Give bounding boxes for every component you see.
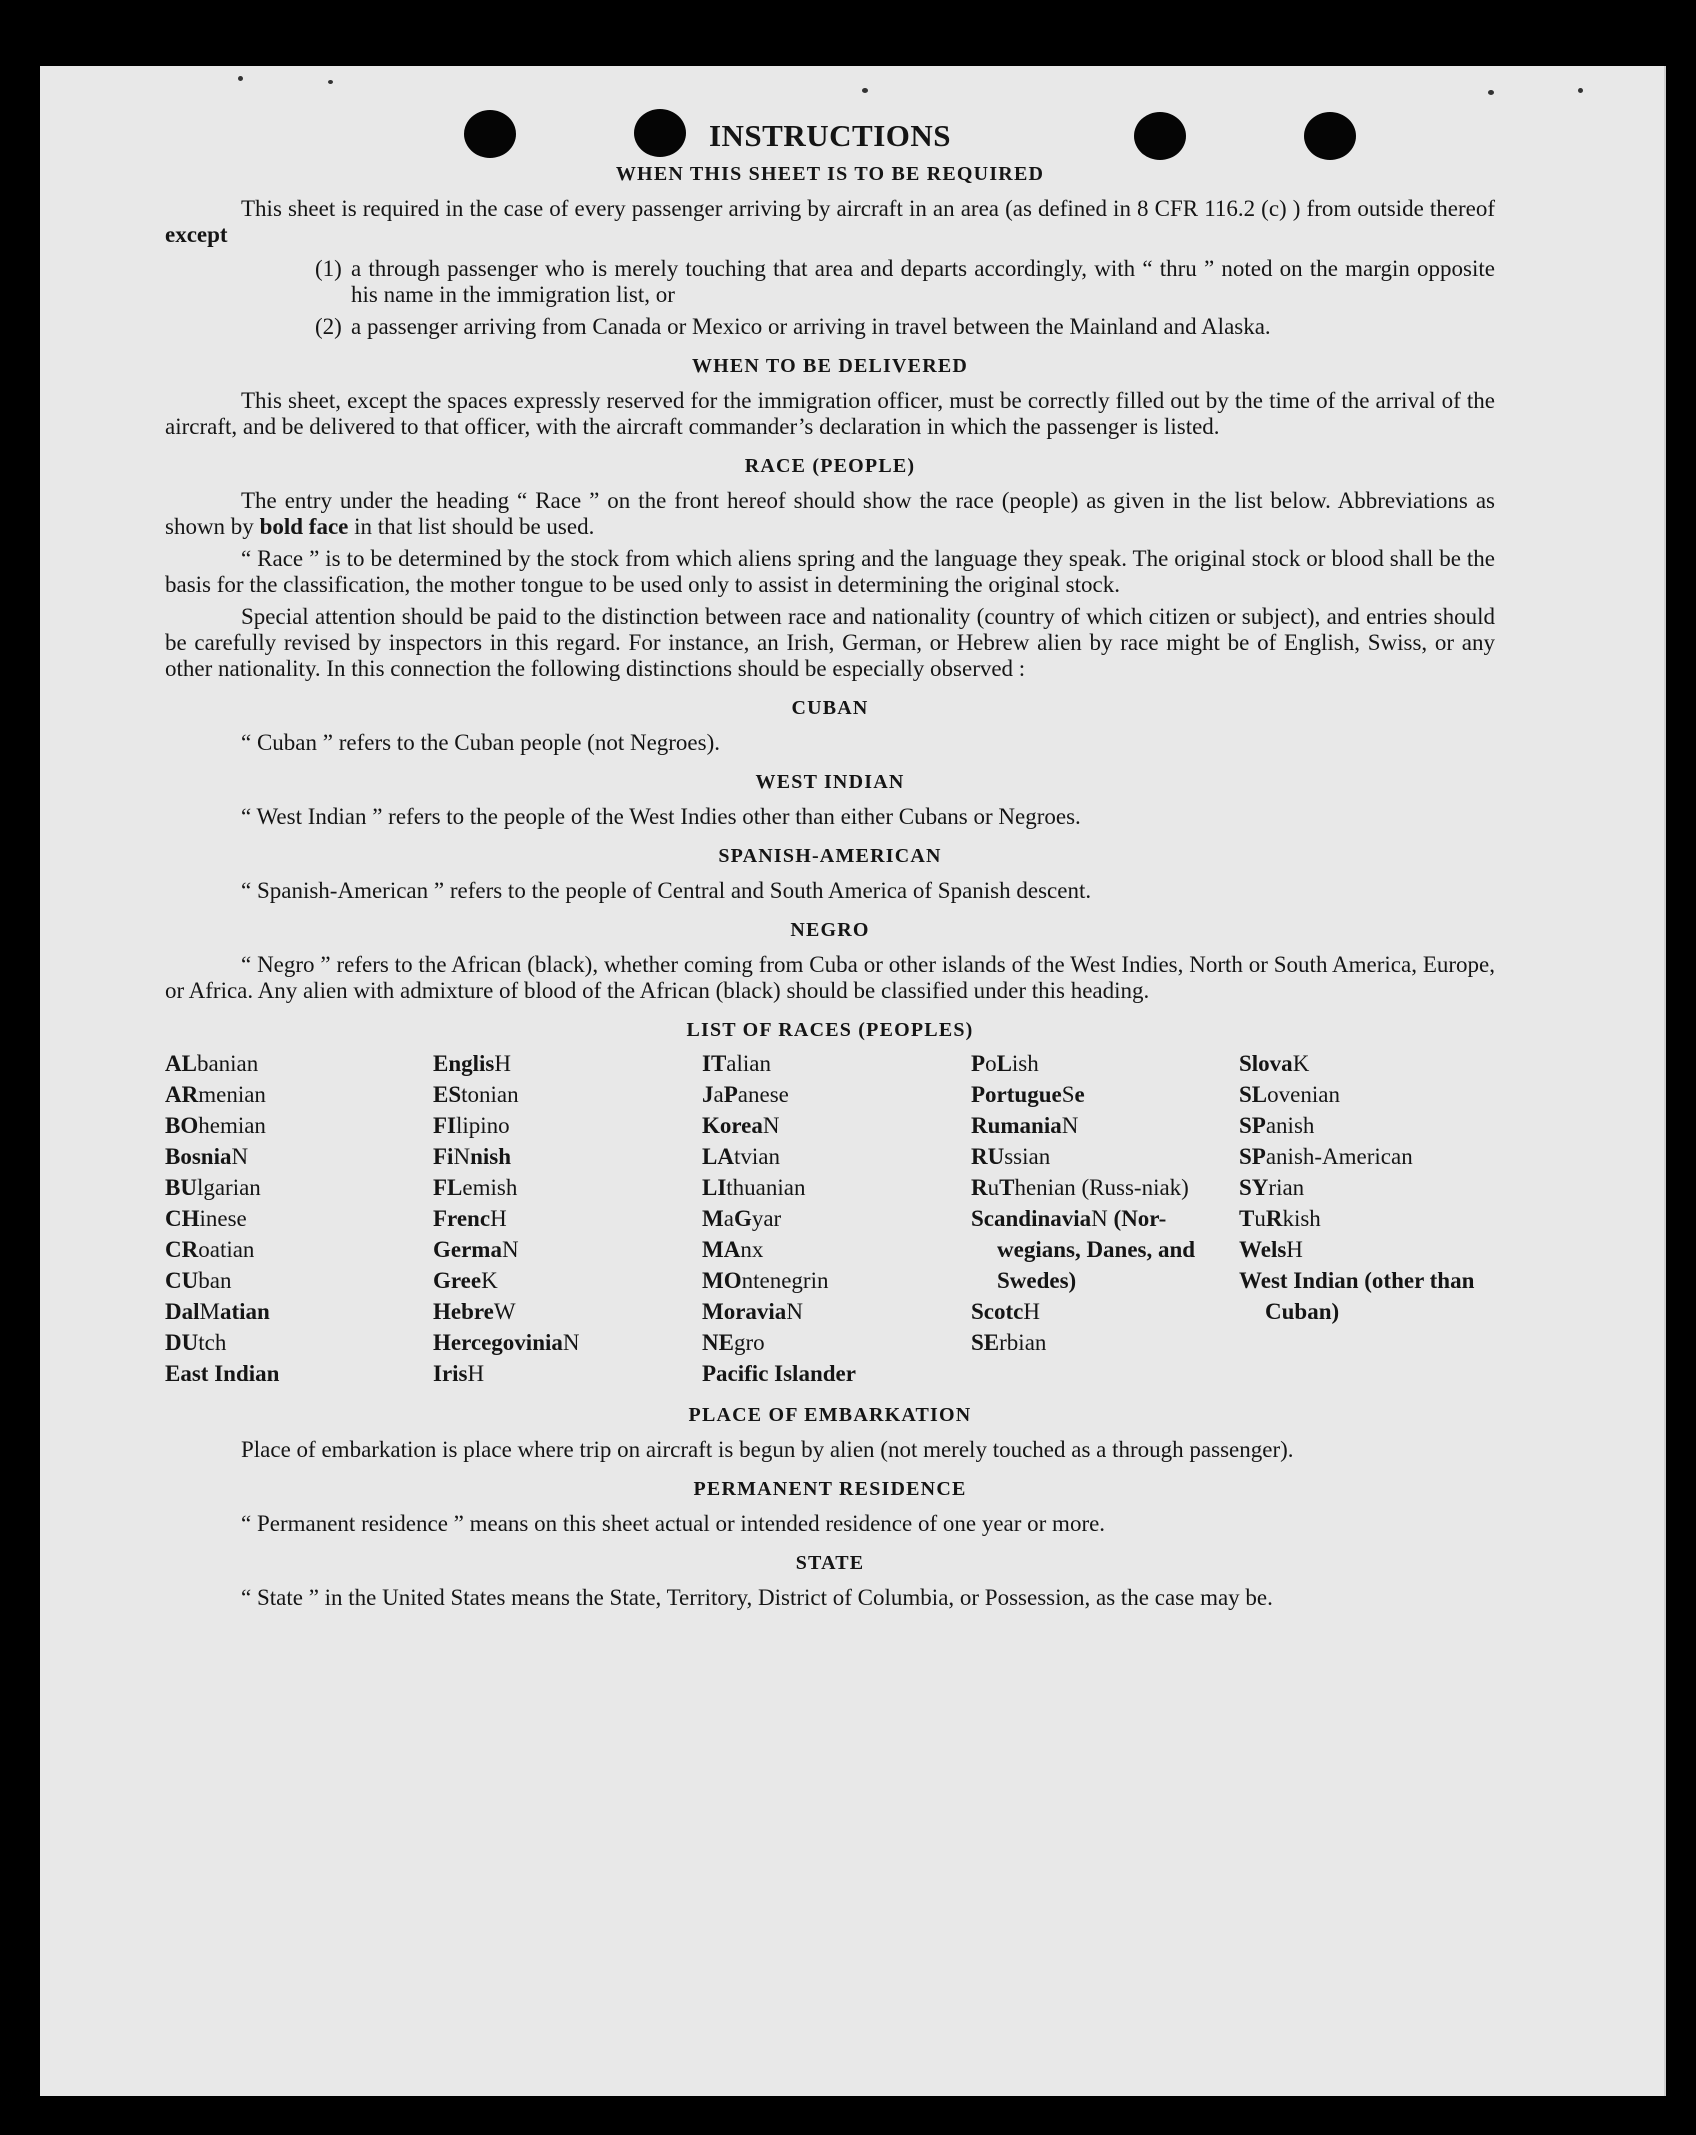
race-column bbox=[165, 1048, 433, 1389]
race-column bbox=[971, 1048, 1239, 1389]
race-entry: ALbanian bbox=[165, 1051, 259, 1076]
race-entry: ARmenian bbox=[165, 1082, 266, 1107]
race-entry: EnglisH bbox=[433, 1051, 511, 1076]
race-entry: EStonian bbox=[433, 1082, 519, 1107]
race-entry: CUban bbox=[165, 1268, 232, 1293]
residence-text: “ Permanent residence ” means on this sheet actual or intended residence of one year or more. bbox=[241, 1511, 1106, 1536]
race-entry: JaPanese bbox=[702, 1082, 789, 1107]
race-entry: TuRkish bbox=[1239, 1206, 1321, 1231]
race-entry: GermaN bbox=[433, 1237, 519, 1262]
race-list bbox=[165, 1048, 1495, 1389]
heading-cuban: CUBAN bbox=[791, 697, 869, 719]
race-entry: MaGyar bbox=[702, 1206, 782, 1231]
race-column bbox=[433, 1048, 702, 1389]
race-entry: MoraviaN bbox=[702, 1299, 803, 1324]
race-entry: BosniaN bbox=[165, 1144, 249, 1169]
race-entry: GreeK bbox=[433, 1268, 498, 1293]
speck bbox=[238, 76, 243, 81]
speck bbox=[328, 80, 333, 84]
cuban-text: “ Cuban ” refers to the Cuban people (not Negroes). bbox=[241, 730, 721, 755]
exception-item-1 bbox=[315, 256, 1495, 308]
page-title: INSTRUCTIONS bbox=[708, 118, 951, 153]
race-entry: East Indian bbox=[165, 1361, 280, 1386]
heading-when-delivered: WHEN TO BE DELIVERED bbox=[691, 355, 969, 377]
race-entry: MOntenegrin bbox=[702, 1268, 829, 1293]
race-paragraph-2: “ Race ” is to be determined by the stock from which aliens spring and the language they speak. The original stock or blood shall be the basis for the classification, the mother tongue to be used only to assist in determining the original stock. bbox=[165, 546, 1495, 597]
race-entry: SLovenian bbox=[1239, 1082, 1340, 1107]
speck bbox=[862, 88, 868, 93]
race-entry: WelsH bbox=[1239, 1237, 1303, 1262]
heading-race: RACE (PEOPLE) bbox=[744, 455, 916, 477]
race-entry: PoLish bbox=[971, 1051, 1039, 1076]
race-entry: FIlipino bbox=[433, 1113, 510, 1138]
heading-negro: NEGRO bbox=[790, 919, 870, 941]
negro-text: “ Negro ” refers to the African (black), whether coming from Cuba or other islands of the West Indies, North or South America, Europe, or Africa. Any alien with admixture of blood of the African (black) should be classified under this heading. bbox=[165, 952, 1495, 1003]
spanish-american-text: “ Spanish-American ” refers to the people of Central and South America of Spanish descent. bbox=[241, 878, 1092, 903]
race-entry: MAnx bbox=[702, 1237, 764, 1262]
race-entry: IrisH bbox=[433, 1361, 485, 1386]
heading-state: STATE bbox=[795, 1552, 865, 1574]
when-delivered-text: This sheet, except the spaces expressly reserved for the immigration officer, must be correctly filled out by the time of the arrival of the aircraft, and be delivered to that officer, with the aircraft commander’s declaration in which the passenger is listed. bbox=[165, 388, 1495, 439]
exception-text: a through passenger who is merely touching that area and departs accordingly, with “ thru ” noted on the margin opposite his name in the immigration list, or bbox=[351, 256, 1495, 307]
race-entry: KoreaN bbox=[702, 1113, 780, 1138]
heading-list-of-races: LIST OF RACES (PEOPLES) bbox=[686, 1019, 974, 1041]
exception-number: (2) bbox=[315, 314, 342, 339]
race-entry: RUssian bbox=[971, 1144, 1051, 1169]
race-entry: Pacific Islander bbox=[702, 1361, 856, 1386]
race-column bbox=[1239, 1048, 1495, 1389]
race-entry: BUlgarian bbox=[165, 1175, 261, 1200]
race-entry: DUtch bbox=[165, 1330, 227, 1355]
except-emphasis: except bbox=[165, 222, 228, 247]
race-paragraph-1: The entry under the heading “ Race ” on the front hereof should show the race (people) as given in the list below. Abbreviations as shown by bold face in that list should be used. bbox=[165, 488, 1495, 539]
west-indian-text: “ West Indian ” refers to the people of the West Indies other than either Cubans or Negroes. bbox=[241, 804, 1081, 829]
race-entry: BOhemian bbox=[165, 1113, 266, 1138]
speck bbox=[1488, 90, 1494, 95]
race-column bbox=[702, 1048, 971, 1389]
race-entry: FiNnish bbox=[433, 1144, 512, 1169]
race-paragraph-3: Special attention should be paid to the distinction between race and nationality (country of which citizen or subject), and entries should be carefully revised by inspectors in this regard. For instance, an Irish, German, or Hebrew alien by race might be of English, Swiss, or any other nationality. In this connection the following distinctions should be especially observed : bbox=[165, 604, 1495, 681]
race-entry: CHinese bbox=[165, 1206, 247, 1231]
when-required-intro: This sheet is required in the case of every passenger arriving by aircraft in an area (as defined in 8 CFR 116.2 (c) ) from outside thereof except bbox=[165, 196, 1495, 247]
race-entry: SErbian bbox=[971, 1330, 1047, 1355]
heading-embarkation: PLACE OF EMBARKATION bbox=[688, 1404, 972, 1426]
exception-number: (1) bbox=[315, 256, 342, 281]
race-entry: HercegoviniaN bbox=[433, 1330, 580, 1355]
heading-west-indian: WEST INDIAN bbox=[755, 771, 905, 793]
race-entry: ScotcH bbox=[971, 1299, 1040, 1324]
heading-permanent-residence: PERMANENT RESIDENCE bbox=[693, 1478, 967, 1500]
heading-spanish-american: SPANISH-AMERICAN bbox=[718, 845, 942, 867]
race-entry: West Indian (other than Cuban) bbox=[1239, 1268, 1475, 1324]
instructions-content bbox=[165, 118, 1495, 1611]
state-text: “ State ” in the United States means the State, Territory, District of Columbia, or Possession, as the case may be. bbox=[241, 1585, 1273, 1610]
race-entry: PortugueSe bbox=[971, 1082, 1085, 1107]
race-entry: RumaniaN bbox=[971, 1113, 1079, 1138]
race-entry: LAtvian bbox=[702, 1144, 780, 1169]
speck bbox=[1578, 88, 1583, 93]
race-entry: FLemish bbox=[433, 1175, 518, 1200]
exception-text: a passenger arriving from Canada or Mexico or arriving in travel between the Mainland and Alaska. bbox=[351, 314, 1271, 339]
race-entry: SPanish-American bbox=[1239, 1144, 1413, 1169]
race-entry: DalMatian bbox=[165, 1299, 270, 1324]
race-entry: SYrian bbox=[1239, 1175, 1305, 1200]
embarkation-text: Place of embarkation is place where trip on aircraft is begun by alien (not merely touched as a through passenger). bbox=[241, 1437, 1294, 1462]
race-entry: RuThenian (Russ-niak) bbox=[971, 1175, 1189, 1200]
race-entry: LIthuanian bbox=[702, 1175, 806, 1200]
race-entry: ScandinaviaN (Nor-wegians, Danes, and Swedes) bbox=[971, 1206, 1196, 1293]
race-entry: SPanish bbox=[1239, 1113, 1315, 1138]
race-entry: SlovaK bbox=[1239, 1051, 1310, 1076]
heading-when-required: WHEN THIS SHEET IS TO BE REQUIRED bbox=[615, 163, 1045, 185]
exception-item-2 bbox=[315, 314, 1495, 340]
race-entry: ITalian bbox=[702, 1051, 771, 1076]
race-entry: CRoatian bbox=[165, 1237, 255, 1262]
race-entry: NEgro bbox=[702, 1330, 765, 1355]
race-entry: HebreW bbox=[433, 1299, 516, 1324]
race-entry: FrencH bbox=[433, 1206, 507, 1231]
